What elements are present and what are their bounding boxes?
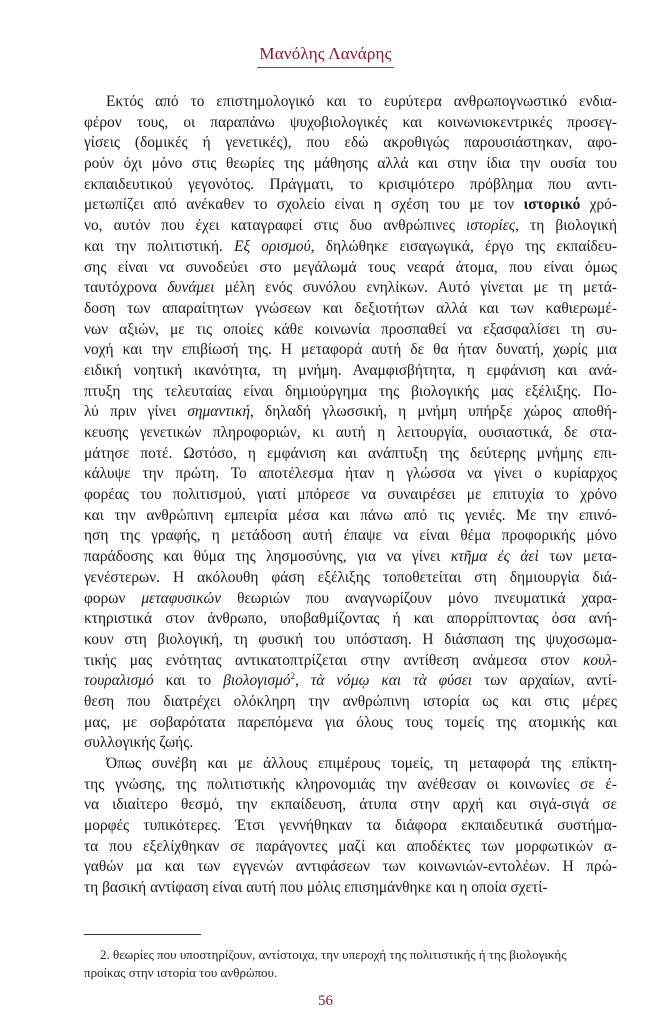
text-line xyxy=(84,651,617,672)
text-line xyxy=(84,216,617,237)
footnote xyxy=(84,946,617,982)
text-run: δοση των απαραίτητων γνώσεων και δεξιοτήτων αλλά και των καθιερωμέ- xyxy=(84,299,617,317)
text-line xyxy=(84,154,617,175)
text-line xyxy=(84,402,617,423)
text-line xyxy=(84,609,617,630)
italic-term: ιστορίες xyxy=(466,217,516,235)
text-run: Όπως συνέβη και με άλλους επιμέρους τομείς, τη μεταφορά της επίκτη- xyxy=(106,755,617,772)
text-run: Εκτός από το επιστημολογικό και το ευρύτερα ανθρωπογνωστικό ενδια- xyxy=(106,93,617,110)
text-run: μάτησε ποτέ. Ωστόσο, η εμφάνιση και ανάπτυξη της δεύτερης μνήμης επι- xyxy=(84,444,617,462)
text-line xyxy=(84,444,617,465)
text-line xyxy=(84,692,617,713)
text-line xyxy=(84,113,617,134)
text-run: μας, με σοβαρότατα παρεπόμενα για όλους τους τομείς της ατομικής και xyxy=(84,713,617,731)
text-run: γενέστερων. Η ακόλουθη φάση εξέλιξης τοποθετείται στη δημιουργία διά- xyxy=(84,568,617,586)
text-line xyxy=(84,816,617,837)
text-run: να ιδιαίτερο θεσμό, την εκπαίδευση, άτυπα στην αρχή και σιγά-σιγά σε xyxy=(84,796,617,814)
text-line xyxy=(84,258,617,279)
text-line xyxy=(84,713,617,734)
text-run: πτυξη της τελευταίας είναι δημιούργημα της βιολογικής μας εξέλιξης. Πο- xyxy=(84,382,617,400)
text-run: χρό- xyxy=(580,196,617,214)
text-run: εκπαιδευτικού γεγονότος. Πράγματι, το κρισιμότερο πρόβλημα που αντι- xyxy=(84,175,617,193)
text-run: νων αξιών, με τις οποίες κάθε κοινωνία προσπαθεί να εξασφαλίσει τη συ- xyxy=(84,320,617,338)
text-line xyxy=(84,340,617,361)
text-line xyxy=(84,423,617,444)
text-run: γίσεις (δομικές ή γενετικές), που εδώ ακροθιγώς παρουσιάστηκαν, αφο- xyxy=(84,134,617,152)
text-run: κτηριστικά στον άνθρωπο, υποβαθμίζοντας ή και απορρίπτοντας όσα ανή- xyxy=(84,610,617,628)
text-run: φορων xyxy=(84,589,142,607)
italic-term: τουραλισμό xyxy=(84,672,154,690)
text-run: θεωριών που αναγνωρίζουν μόνο πνευματικά χαρα- xyxy=(221,589,617,607)
text-run: λύ πριν γίνει xyxy=(84,403,188,421)
text-run: τα που εξελίχθηκαν σε παράγοντες μαζί και αποδέκτες των μορφωτικών α- xyxy=(84,837,617,855)
text-line xyxy=(84,485,617,506)
text-line xyxy=(84,361,617,382)
text-line xyxy=(84,775,617,796)
text-run: κευσης γενετικών πληροφοριών, κι αυτή η λειτουργία, ουσιαστικά, δε στα- xyxy=(84,424,617,441)
text-line xyxy=(84,382,617,403)
author-name: Μανόλης Λανάρης xyxy=(257,44,393,68)
bold-term: ιστορικό xyxy=(523,196,581,214)
text-line xyxy=(84,733,617,754)
running-head xyxy=(0,44,651,68)
text-run: κάλυψε την πρώτη. Το αποτέλεσμα ήταν η γλώσσα να γίνει ο κυρίαρχος xyxy=(84,465,617,483)
text-run: της γνώσης, της πολιτιστικής κληρονομιάς την ανέθεσαν οι κοινωνίες σε έ- xyxy=(84,775,617,793)
paragraph xyxy=(84,754,617,899)
text-run: συλλογικής ζωής. xyxy=(84,734,194,752)
text-line xyxy=(84,133,617,154)
italic-term: δυνάμει xyxy=(167,279,215,297)
text-run: ρούν όχι μόνο στις θεωρίες της μάθησης αλλά και στην ίδια την ουσία του xyxy=(84,155,617,173)
text-line xyxy=(84,278,617,299)
text-run: σης είναι να συνοδεύει στο μεγάλωμά τους νεαρά άτομα, που είναι όμως xyxy=(84,258,617,276)
text-run: και την ανθρώπινη εμπειρία μέσα και πάνω από τις γενιές. Με την επινό- xyxy=(84,506,617,524)
footnote-line: 2. θεωρίες που υποστηρίζουν, αντίστοιχα, την υπεροχή της πολιτιστικής ή της βιολογικής xyxy=(100,947,567,962)
text-run: θεση που διατρέχει ολόκληρη την ανθρώπινη ιστορία ως και στις μέρες xyxy=(84,692,617,710)
italic-term: τὰ νόμῳ και τὰ φύσει xyxy=(310,672,473,690)
text-line xyxy=(84,526,617,547)
text-run: ηση της γραφής, η μετάδοση αυτή έπαψε να είναι θέμα προφορικής μόνο xyxy=(84,527,617,545)
italic-term: μεταφυσικών xyxy=(141,589,222,607)
text-run: , τη βιολογική xyxy=(515,217,617,235)
text-line xyxy=(84,857,617,878)
italic-term: σημαντική xyxy=(187,403,250,421)
text-run: φορέας του πολιτισμού, γιατί μπόρεσε να συναιρέσει με επιτυχία το χρόνο xyxy=(84,486,617,504)
text-line xyxy=(84,237,617,258)
text-run: παράδοσης και θύμα της λησμοσύνης, για να γίνει xyxy=(84,548,451,566)
footnote-divider xyxy=(84,934,201,935)
text-line xyxy=(84,320,617,341)
text-line xyxy=(84,299,617,320)
text-run: ειδική νοητική ικανότητα, τη μνήμη. Αναμφισβήτητα, η εμφάνιση και ανά- xyxy=(84,361,617,379)
italic-term: κτῆμα ἐς ἀεὶ xyxy=(450,548,539,566)
text-line xyxy=(84,589,617,610)
text-run: και την πολιτιστική. xyxy=(84,237,235,255)
text-run: μορφές τυπικότερες. Έτσι γεννήθηκαν τα διάφορα εκπαιδευτικά συστήμα- xyxy=(84,817,617,835)
text-line xyxy=(84,568,617,589)
italic-term: κουλ- xyxy=(583,651,617,669)
text-line xyxy=(84,195,617,216)
text-run: μέλη ενός συνόλου ενηλίκων. Αυτό γίνεται με τη μετά- xyxy=(214,279,617,297)
text-line xyxy=(84,92,617,113)
text-run: νοχή και την επιβίωσή της. Η μεταφορά αυτή δε θα ήταν δυνατή, χωρίς μια xyxy=(84,341,617,359)
text-run: , xyxy=(295,672,311,690)
text-line xyxy=(84,175,617,196)
text-run: τικής μας ενότητας αντικατοπτρίζεται στην αντίθεση ανάμεσα στον xyxy=(84,651,584,669)
text-run: ταυτόχρονα xyxy=(84,279,168,297)
text-line xyxy=(84,878,617,899)
text-line xyxy=(84,547,617,568)
text-run: μετωπίζει από ανέκαθεν το σχολείο είναι η σχέση του με τον xyxy=(84,196,524,214)
text-run: των αρχαίων, αντί- xyxy=(472,672,618,690)
footnote-reference[interactable]: 2 xyxy=(290,671,296,682)
text-run: τη βασική αντίφαση είναι αυτή που μόλις επισημάνθηκε και η οποία σχετί- xyxy=(84,879,548,897)
text-line xyxy=(84,464,617,485)
text-run: νο, αυτόν που έχει καταγραφεί στις δυο ανθρώπινες xyxy=(84,217,467,235)
text-run: , δηλώθηκε εισαγωγικά, έργο της εκπαίδευ- xyxy=(310,237,617,255)
italic-term: Εξ ορισμού xyxy=(234,237,311,255)
text-line xyxy=(84,630,617,651)
text-run: και το xyxy=(153,672,224,690)
text-run: φέρον τους, οι παραπάνω ψυχοβιολογικές και κοινωνιοκεντρικές προσεγ- xyxy=(84,113,617,131)
text-run: γαθών μα και των εγγενών αντιφάσεων των κοινωνιών-εντολέων. Η πρώ- xyxy=(84,858,617,876)
text-line xyxy=(84,795,617,816)
text-run: κουν στη βιολογική, τη φυσική του υπόσταση. Η διάσπαση της ψυχοσωμα- xyxy=(84,630,617,648)
footnote-line: προίκας στην ιστορία του ανθρώπου. xyxy=(84,965,278,980)
italic-term: βιολογισμό xyxy=(223,672,291,690)
text-line xyxy=(84,671,617,692)
body-text xyxy=(84,92,617,899)
paragraph xyxy=(84,92,617,754)
text-line xyxy=(84,837,617,858)
page-number: 56 xyxy=(318,993,333,1009)
text-run: , δηλαδή γλωσσική, η μνήμη υπήρξε χώρος αποθή- xyxy=(249,403,618,421)
text-run: των μετα- xyxy=(538,548,617,566)
text-line xyxy=(84,506,617,527)
text-line xyxy=(84,754,617,775)
